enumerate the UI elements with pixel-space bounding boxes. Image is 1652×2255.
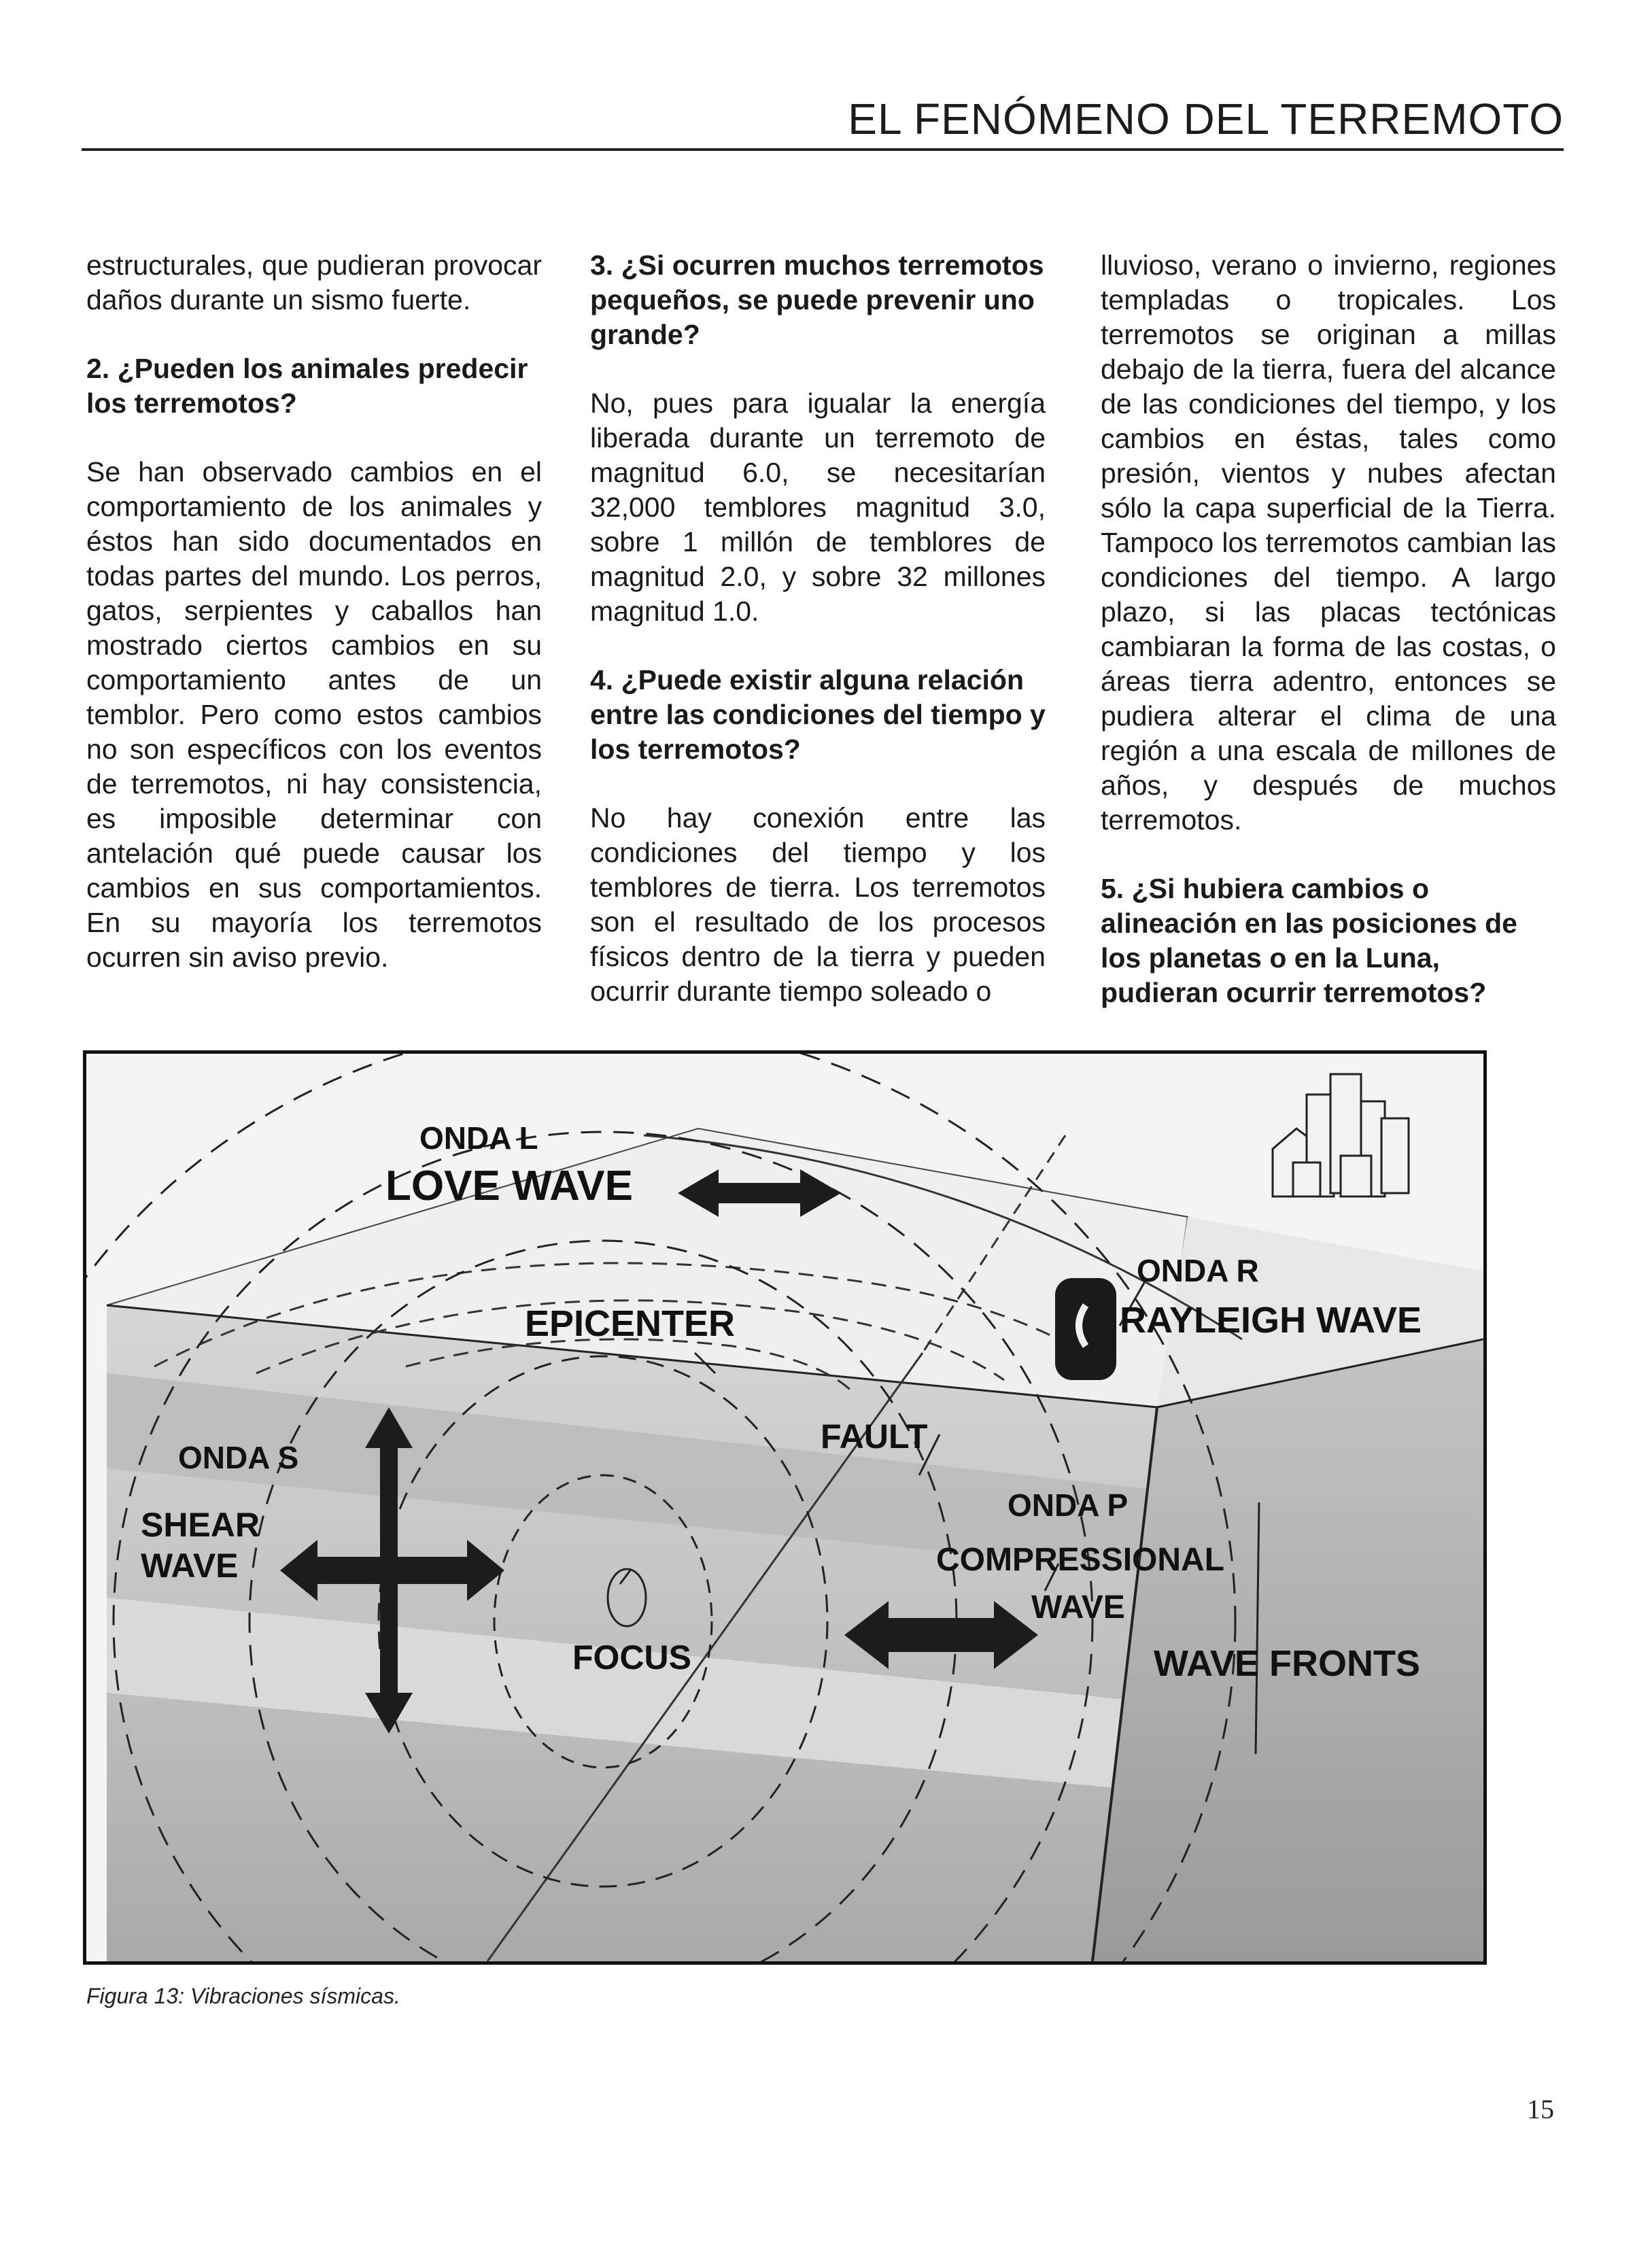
block-diagram [86, 1054, 1483, 1961]
label-fault: FAULT [821, 1417, 928, 1456]
question-heading: 5. ¿Si hubiera cambios o alineación en las posiciones de los planetas o en la Luna, pudieran ocurrir terremotos? [1101, 873, 1517, 1008]
paragraph: No hay conexión entre las condiciones del tiempo y los temblores de tierra. Los terremotos son el resultado de los procesos físicos dentro de la tierra y pueden ocurrir durante tiempo soleado o [590, 802, 1046, 1007]
question-heading: 3. ¿Si ocurren muchos terremotos pequeños, se puede prevenir uno grande? [590, 249, 1044, 350]
label-onda-l: ONDA L [419, 1120, 538, 1156]
label-shear: SHEAR [141, 1506, 260, 1544]
label-focus: FOCUS [572, 1638, 691, 1676]
label-onda-p: ONDA P [1008, 1487, 1129, 1523]
running-header [82, 94, 1564, 151]
label-onda-s: ONDA S [178, 1440, 299, 1475]
label-wave-fronts: WAVE FRONTS [1154, 1643, 1421, 1684]
column-3 [1101, 248, 1556, 1044]
city-buildings-icon [1273, 1074, 1409, 1197]
question-heading: 2. ¿Pueden los animales predecir los terremotos? [86, 353, 528, 419]
label-compressional-wave: WAVE [1031, 1589, 1125, 1625]
label-epicenter: EPICENTER [525, 1303, 736, 1344]
question-heading: 4. ¿Puede existir alguna relación entre las condiciones del tiempo y los terremotos? [590, 664, 1046, 765]
label-compressional: COMPRESSIONAL [936, 1542, 1225, 1578]
label-onda-r: ONDA R [1137, 1253, 1259, 1288]
seismic-waves-figure [83, 1050, 1487, 1965]
label-rayleigh-wave: RAYLEIGH WAVE [1120, 1300, 1422, 1341]
label-love-wave: LOVE WAVE [385, 1163, 634, 1209]
rayleigh-wave-icon [1055, 1278, 1116, 1380]
figure-caption: Figura 13: Vibraciones sísmicas. [86, 1984, 400, 2008]
page-number: 15 [1527, 2094, 1554, 2124]
label-shear-wave: WAVE [141, 1547, 239, 1585]
paragraph: lluvioso, verano o invierno, regiones templadas o tropicales. Los terremotos se originan a millas debajo de la tierra, fuera del alcance de las condiciones del tiempo, y los cambios en éstas, tales como presión, vientos y nubes afectan sólo la capa superficial de la Tierra. Tampoco los terremotos cambian las condiciones del tiempo. A largo plazo, si las placas tectónicas cambiaran la forma de las costas, o áreas tierra adentro, entonces se pudiera alterar el clima de una región a una escala de millones de años, y después de muchos terremotos. [1101, 249, 1556, 836]
column-1 [86, 248, 542, 1009]
running-title: EL FENÓMENO DEL TERREMOTO [848, 94, 1564, 143]
paragraph: estructurales, que pudieran provocar daños durante un sismo fuerte. [86, 249, 542, 315]
paragraph: No, pues para igualar la energía liberada durante un terremoto de magnitud 6.0, se necesitarían 32,000 temblores magnitud 3.0, sobre 1 millón de temblores de magnitud 2.0, y sobre 32 millones magnitud 1.0. [590, 388, 1046, 627]
paragraph: Se han observado cambios en el comportamiento de los animales y éstos han sido documentados en todas partes del mundo. Los perros, gatos, serpientes y caballos han mostrado ciertos cambios en su comportamiento antes de un temblor. Pero como estos cambios no son específicos con los eventos de terremotos, ni hay consistencia, es imposible determinar con antelación qué puede causar los cambios en sus comportamientos. En su mayoría los terremotos ocurren sin aviso previo. [86, 456, 542, 973]
column-2 [590, 248, 1046, 1043]
